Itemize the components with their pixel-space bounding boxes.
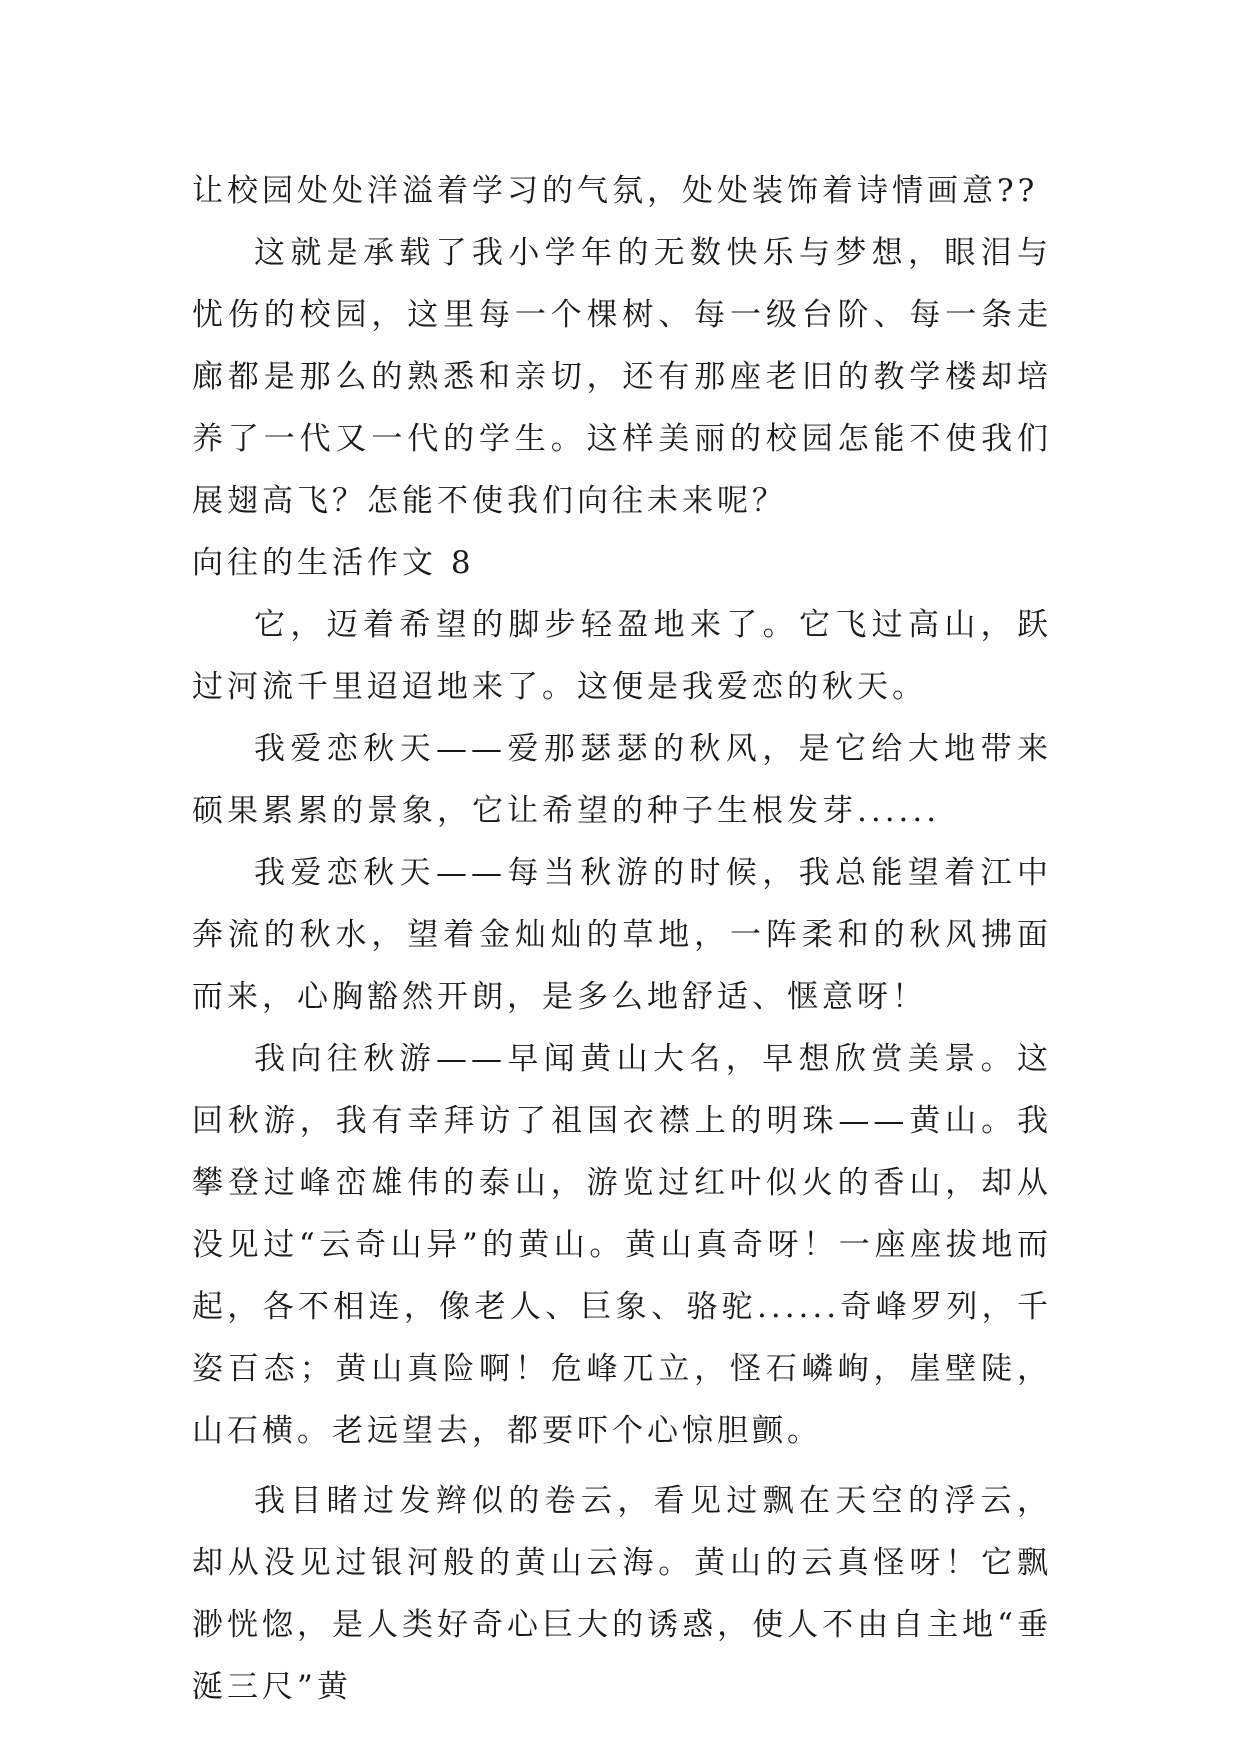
paragraph: 我爱恋秋天——每当秋游的时候，我总能望着江中奔流的秋水，望着金灿灿的草地，一阵柔和的秋风拂面而来，心胸豁然开朗，是多么地舒适、惬意呀！ — [192, 855, 1052, 1015]
paragraph: 我爱恋秋天——爱那瑟瑟的秋风，是它给大地带来硕果累累的景象，它让希望的种子生根发芽...... — [192, 731, 1052, 829]
paragraph: 这就是承载了我小学年的无数快乐与梦想，眼泪与忧伤的校园，这里每一个棵树、每一级台阶、每一条走廊都是那么的熟悉和亲切，还有那座老旧的教学楼却培养了一代又一代的学生。这样美丽的校园怎能不使我们展翅高飞？怎能不使我们向往未来呢？ — [192, 235, 1052, 519]
paragraph: 我向往秋游——早闻黄山大名，早想欣赏美景。这回秋游，我有幸拜访了祖国衣襟上的明珠——黄山。我攀登过峰峦雄伟的泰山，游览过红叶似火的香山，却从没见过“云奇山异”的黄山。黄山真奇呀！一座座拔地而起，各不相连，像老人、巨象、骆驼......奇峰罗列，千姿百态；黄山真险啊！危峰兀立，怪石嶙峋，崖壁陡，山石横。老远望去，都要吓个心惊胆颤。 — [192, 1041, 1052, 1449]
document-body — [192, 160, 1052, 1718]
section-title: 向往的生活作文 8 — [192, 545, 475, 581]
paragraph: 我目睹过发辫似的卷云，看见过飘在天空的浮云，却从没见过银河般的黄山云海。黄山的云真怪呀！它飘渺恍惚，是人类好奇心巨大的诱惑，使人不由自主地“垂涎三尺”黄 — [192, 1483, 1052, 1705]
paragraph: 它，迈着希望的脚步轻盈地来了。它飞过高山，跃过河流千里迢迢地来了。这便是我爱恋的秋天。 — [192, 607, 1052, 705]
continued-paragraph: 让校园处处洋溢着学习的气氛，处处装饰着诗情画意?? — [192, 173, 1039, 209]
